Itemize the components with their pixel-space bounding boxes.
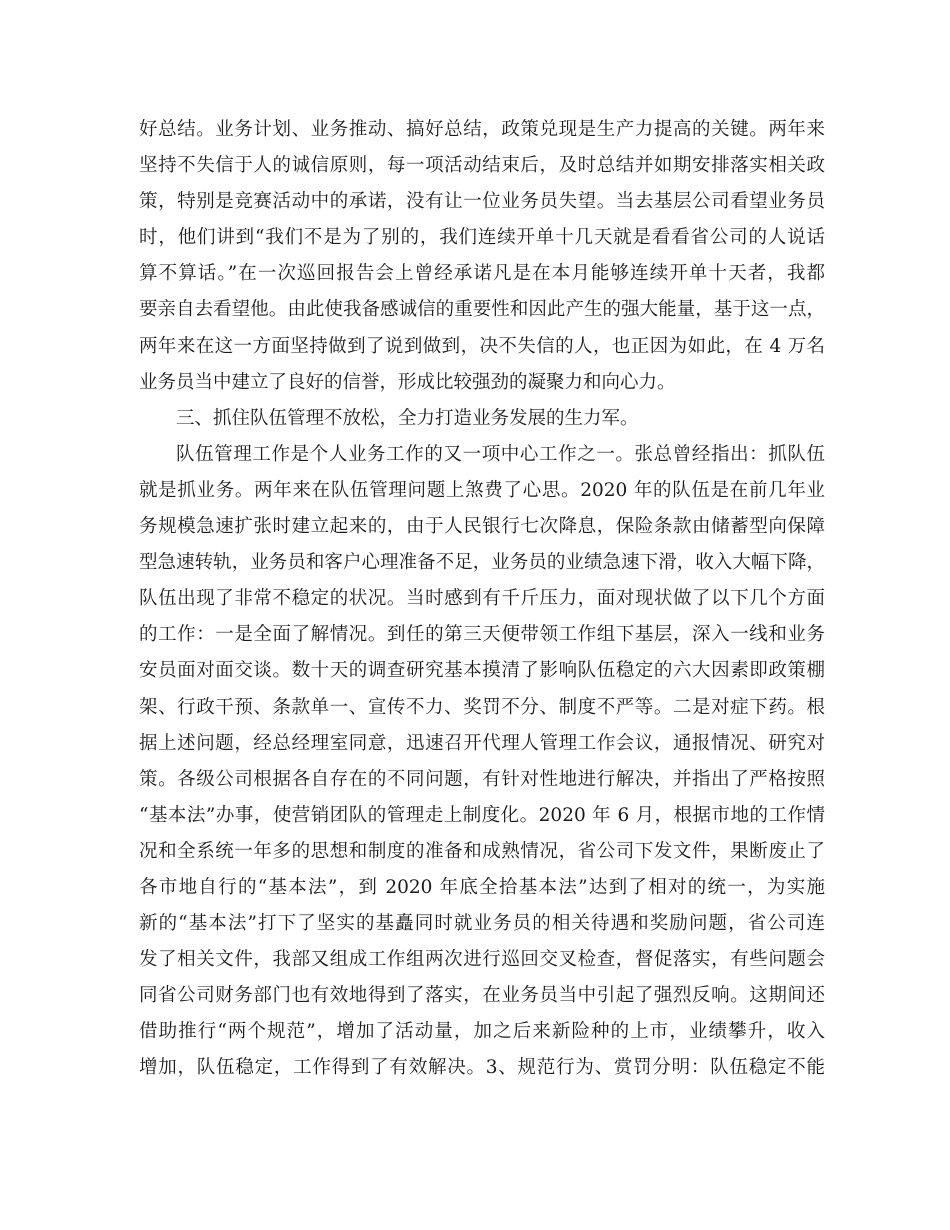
text-line: 策，特别是竞赛活动中的承诺，没有让一位业务员失望。当去基层公司看望业务员	[139, 191, 825, 213]
text-line: 况和全系统一年多的思想和制度的准备和成熟情况，省公司下发文件，果断废止了	[139, 840, 825, 862]
text-line: 安员面对面交谈。数十天的调查研究基本摸清了影响队伍稳定的六大因素即政策棚	[139, 660, 825, 682]
text-line: 坚持不失信于人的诚信原则，每一项活动结束后，及时总结并如期安排落实相关政	[139, 155, 825, 177]
text-line: 务规模急速扩张时建立起来的，由于人民银行七次降息，保险条款由储蓄型向保障	[139, 516, 825, 538]
text-line: 策。各级公司根据各自存在的不同问题，有针对性地进行解决，并指出了严格按照	[139, 768, 825, 790]
text-line: 增加，队伍稳定，工作得到了有效解决。3、规范行为、赏罚分明：队伍稳定不能	[139, 1057, 825, 1079]
text-line: 型急速转轨，业务员和客户心理准备不足，业务员的业绩急速下滑，收入大幅下降，	[139, 552, 825, 574]
text-line: 据上述问题，经总经理室同意，迅速召开代理人管理工作会议，通报情况、研究对	[139, 732, 825, 754]
text-line: 架、行政干预、条款单一、宣传不力、奖罚不分、制度不严等。二是对症下药。根	[139, 696, 825, 718]
document-body	[139, 112, 825, 1087]
text-line: 队伍管理工作是个人业务工作的又一项中心工作之一。张总曾经指出：抓队伍	[176, 443, 825, 465]
text-line: 业务员当中建立了良好的信誉，形成比较强劲的凝聚力和向心力。	[139, 371, 676, 393]
text-line: 两年来在这一方面坚持做到了说到做到，决不失信的人，也正因为如此，在 4 万名	[139, 335, 825, 357]
text-line: 算不算话。”在一次巡回报告会上曾经承诺凡是在本月能够连续开单十天者，我都	[139, 263, 825, 285]
text-line: 发了相关文件，我部又组成工作组两次进行巡回交叉检查，督促落实，有些问题会	[139, 949, 825, 971]
text-line: 借助推行“两个规范”，增加了活动量，加之后来新险种的上市，业绩攀升，收入	[139, 1021, 825, 1043]
text-line: 时，他们讲到“我们不是为了别的，我们连续开单十几天就是看看省公司的人说话	[139, 227, 825, 249]
text-line: 各市地自行的“基本法”，到 2020 年底全拾基本法”达到了相对的统一，为实施	[139, 876, 825, 898]
section-heading: 三、抓住队伍管理不放松，全力打造业务发展的生力军。	[176, 407, 639, 429]
text-line: 同省公司财务部门也有效地得到了落实，在业务员当中引起了强烈反响。这期间还	[139, 985, 825, 1007]
text-line: 要亲自去看望他。由此使我备感诚信的重要性和因此产生的强大能量，基于这一点，	[139, 299, 825, 321]
text-line: 队伍出现了非常不稳定的状况。当时感到有千斤压力，面对现状做了以下几个方面	[139, 588, 825, 610]
text-line: 就是抓业务。两年来在队伍管理问题上煞费了心思。2020 年的队伍是在前几年业	[139, 479, 825, 501]
text-line: 新的“基本法”打下了坚实的基矗同时就业务员的相关待遇和奖励问题，省公司连	[139, 913, 825, 935]
text-line: 的工作：一是全面了解情况。到任的第三天便带领工作组下基层，深入一线和业务	[139, 624, 825, 646]
text-line: “基本法”办事，使营销团队的管理走上制度化。2020 年 6 月，根据市地的工作情	[139, 804, 825, 826]
text-line: 好总结。业务计划、业务推动、搞好总结，政策兑现是生产力提高的关键。两年来	[139, 119, 825, 140]
